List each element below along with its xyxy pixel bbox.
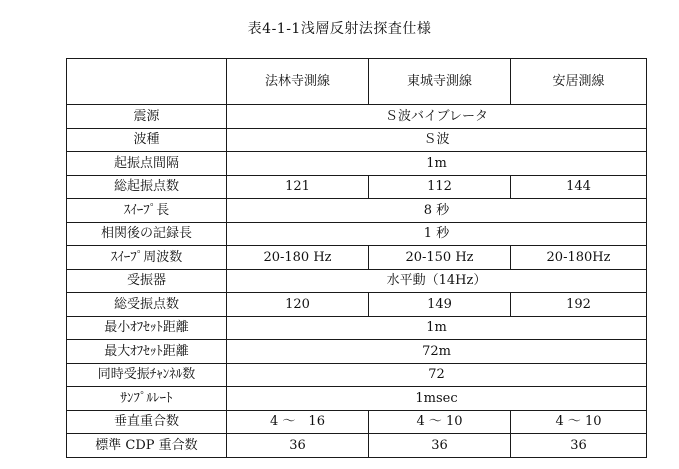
- cell-geophone: 水平動（14Hz）: [227, 269, 647, 293]
- survey-spec-table: [66, 58, 647, 458]
- table-row: [67, 222, 647, 246]
- header-line-ago: 安居測線: [511, 59, 647, 105]
- cell-cdp-fold-ago: 36: [511, 434, 647, 458]
- table-row: [67, 293, 647, 317]
- cell-vertical-stack-tojoji: 4 ～ 10: [369, 410, 511, 434]
- table-row: [67, 387, 647, 411]
- table-row: [67, 175, 647, 199]
- table-row: [67, 434, 647, 458]
- cell-record-length: 1 秒: [227, 222, 647, 246]
- table-row: [67, 363, 647, 387]
- row-label-geophone: 受振器: [67, 269, 227, 293]
- cell-total-receivers-tojoji: 149: [369, 293, 511, 317]
- row-label-min-offset: 最小ｵﾌｾｯﾄ距離: [67, 316, 227, 340]
- row-label-cdp-fold: 標準 CDP 重合数: [67, 434, 227, 458]
- table-row: [67, 410, 647, 434]
- cell-total-shots-ago: 144: [511, 175, 647, 199]
- row-label-source: 震源: [67, 105, 227, 129]
- table-title: 表4-1-1浅層反射法探査仕様: [247, 21, 432, 37]
- row-label-channels: 同時受振ﾁｬﾝﾈﾙ数: [67, 363, 227, 387]
- row-label-shot-interval: 起振点間隔: [67, 152, 227, 176]
- table-row: [67, 152, 647, 176]
- row-label-record-length: 相関後の記録長: [67, 222, 227, 246]
- cell-cdp-fold-hourinji: 36: [227, 434, 369, 458]
- cell-vertical-stack-ago: 4 ～ 10: [511, 410, 647, 434]
- row-label-vertical-stack: 垂直重合数: [67, 410, 227, 434]
- cell-sweep-frequency-tojoji: 20-150 Hz: [369, 246, 511, 270]
- cell-sweep-length: 8 秒: [227, 199, 647, 223]
- row-label-sweep-frequency: ｽｲｰﾌﾟ周波数: [67, 246, 227, 270]
- row-label-wave-type: 波種: [67, 128, 227, 152]
- cell-vertical-stack-hourinji: 4 ～ 16: [227, 410, 369, 434]
- table-row: [67, 340, 647, 364]
- table-row: [67, 199, 647, 223]
- row-label-sample-rate: ｻﾝﾌﾟﾙﾚｰﾄ: [67, 387, 227, 411]
- header-corner-cell: [67, 59, 227, 105]
- row-label-max-offset: 最大ｵﾌｾｯﾄ距離: [67, 340, 227, 364]
- table-row: [67, 269, 647, 293]
- row-label-total-shots: 総起振点数: [67, 175, 227, 199]
- cell-shot-interval: 1m: [227, 152, 647, 176]
- header-line-tojoji: 東城寺測線: [369, 59, 511, 105]
- cell-cdp-fold-tojoji: 36: [369, 434, 511, 458]
- table-row: [67, 128, 647, 152]
- cell-min-offset: 1m: [227, 316, 647, 340]
- cell-sample-rate: 1msec: [227, 387, 647, 411]
- cell-wave-type: Ｓ波: [227, 128, 647, 152]
- cell-total-shots-tojoji: 112: [369, 175, 511, 199]
- row-label-total-receivers: 総受振点数: [67, 293, 227, 317]
- cell-total-shots-hourinji: 121: [227, 175, 369, 199]
- cell-max-offset: 72m: [227, 340, 647, 364]
- table-row: [67, 316, 647, 340]
- header-row: [67, 59, 647, 105]
- cell-sweep-frequency-hourinji: 20-180 Hz: [227, 246, 369, 270]
- table-row: [67, 105, 647, 129]
- cell-total-receivers-ago: 192: [511, 293, 647, 317]
- table-row: [67, 246, 647, 270]
- header-line-hourinji: 法林寺測線: [227, 59, 369, 105]
- cell-total-receivers-hourinji: 120: [227, 293, 369, 317]
- row-label-sweep-length: ｽｲｰﾌﾟ長: [67, 199, 227, 223]
- cell-source: Ｓ波バイブレータ: [227, 105, 647, 129]
- cell-channels: 72: [227, 363, 647, 387]
- cell-sweep-frequency-ago: 20-180Hz: [511, 246, 647, 270]
